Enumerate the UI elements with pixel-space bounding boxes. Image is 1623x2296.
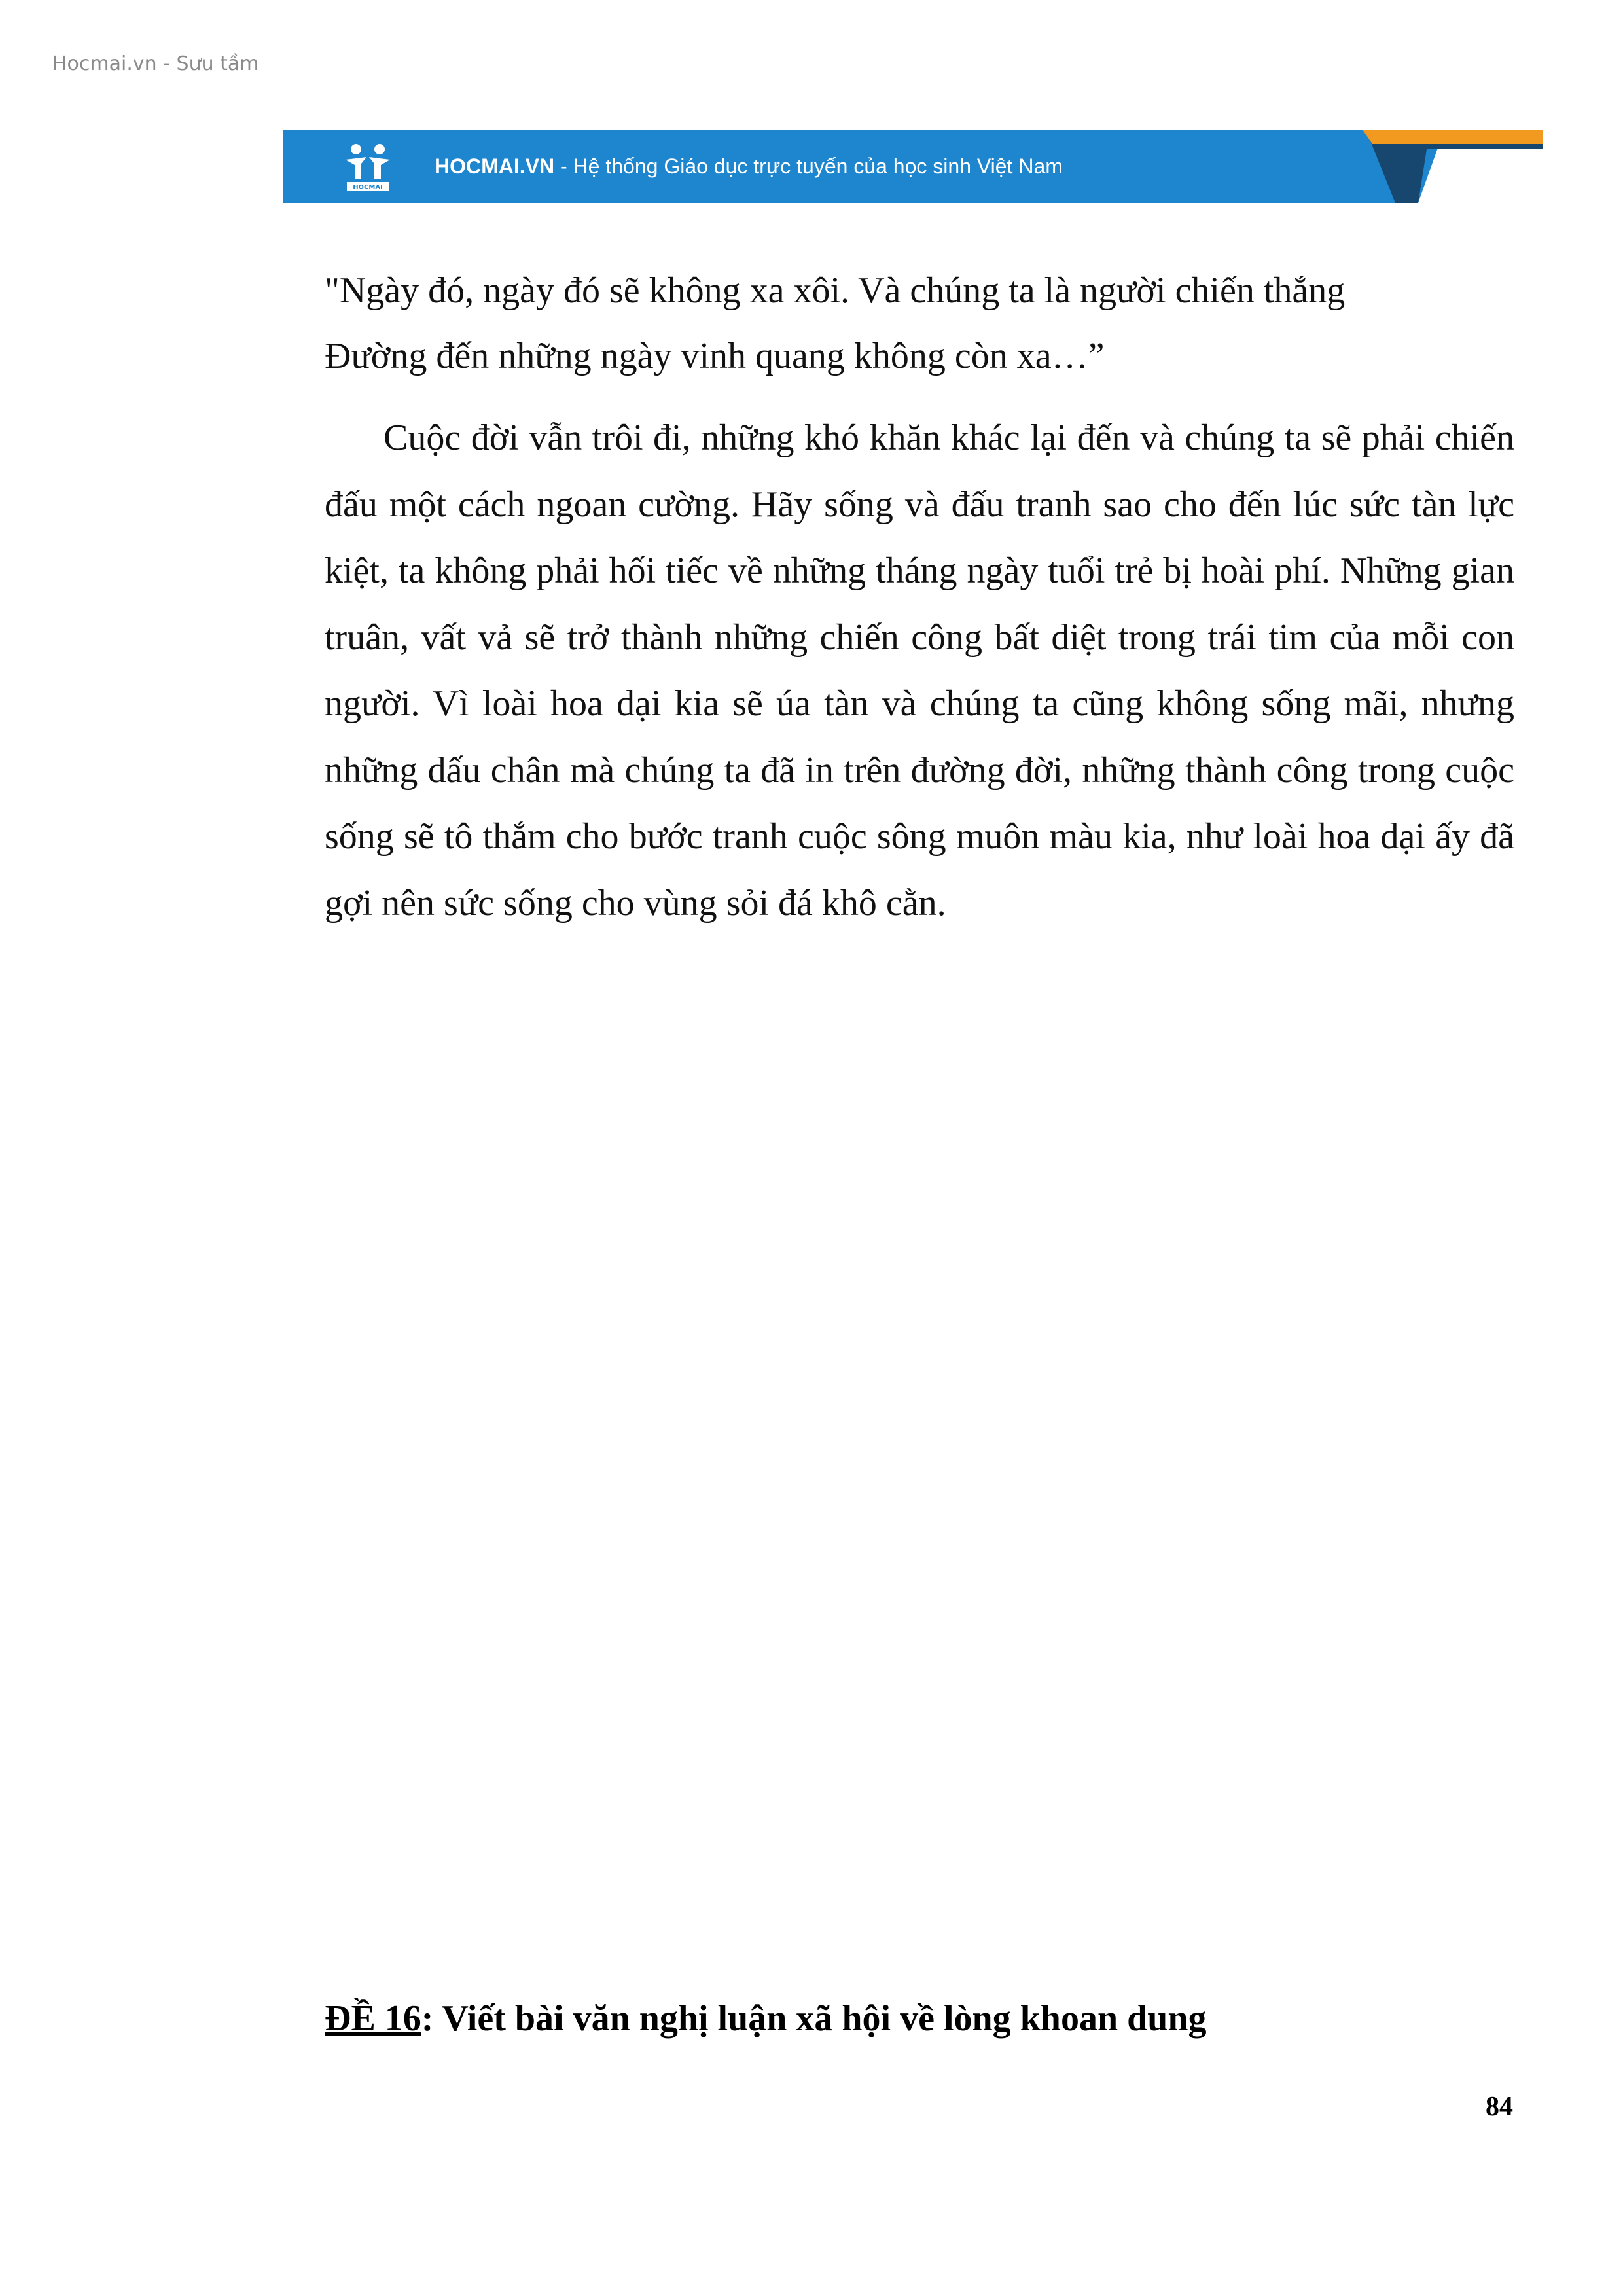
page-number: 84: [1486, 2092, 1513, 2122]
brand-tagline: - Hệ thống Giáo dục trực tuyến của học sinh Việt Nam: [554, 154, 1063, 178]
section-heading: [325, 1998, 1207, 2039]
brand-name: HOCMAI.VN: [435, 154, 555, 178]
hocmai-logo-icon: [342, 140, 394, 192]
heading-number: ĐỀ 16: [325, 1998, 421, 2039]
logo-text: HOCMAI: [353, 184, 383, 191]
quote-line-1: "Ngày đó, ngày đó sẽ không xa xôi. Và chúng ta là người chiến thắng: [325, 270, 1346, 311]
banner-title: [435, 130, 1063, 203]
quote-line-2: Đường đến những ngày vinh quang không còn xa…”: [325, 336, 1105, 376]
header-banner: [283, 130, 1543, 203]
source-watermark: Hocmai.vn - Sưu tầm: [52, 52, 259, 75]
body-paragraph: Cuộc đời vẫn trôi đi, những khó khăn khác lại đến và chúng ta sẽ phải chiến đấu một cách ngoan cường. Hãy sống và đấu tranh sao cho đến lúc sức tàn lực kiệt, ta không phải hối tiếc về những tháng ngày tuổi trẻ bị hoài phí. Những gian truân, vất vả sẽ trở thành những chiến công bất diệt trong trái tim của mỗi con người. Vì loài hoa dại kia sẽ úa tàn và chúng ta cũng không sống mãi, nhưng những dấu chân mà chúng ta đã in trên đường đời, những thành công trong cuộc sống sẽ tô thắm cho bước tranh cuộc sông muôn màu kia, như loài hoa dại ấy đã gợi nên sức sống cho vùng sỏi đá khô cằn.: [325, 418, 1514, 924]
heading-title: : Viết bài văn nghị luận xã hội về lòng khoan dung: [421, 1998, 1207, 2039]
